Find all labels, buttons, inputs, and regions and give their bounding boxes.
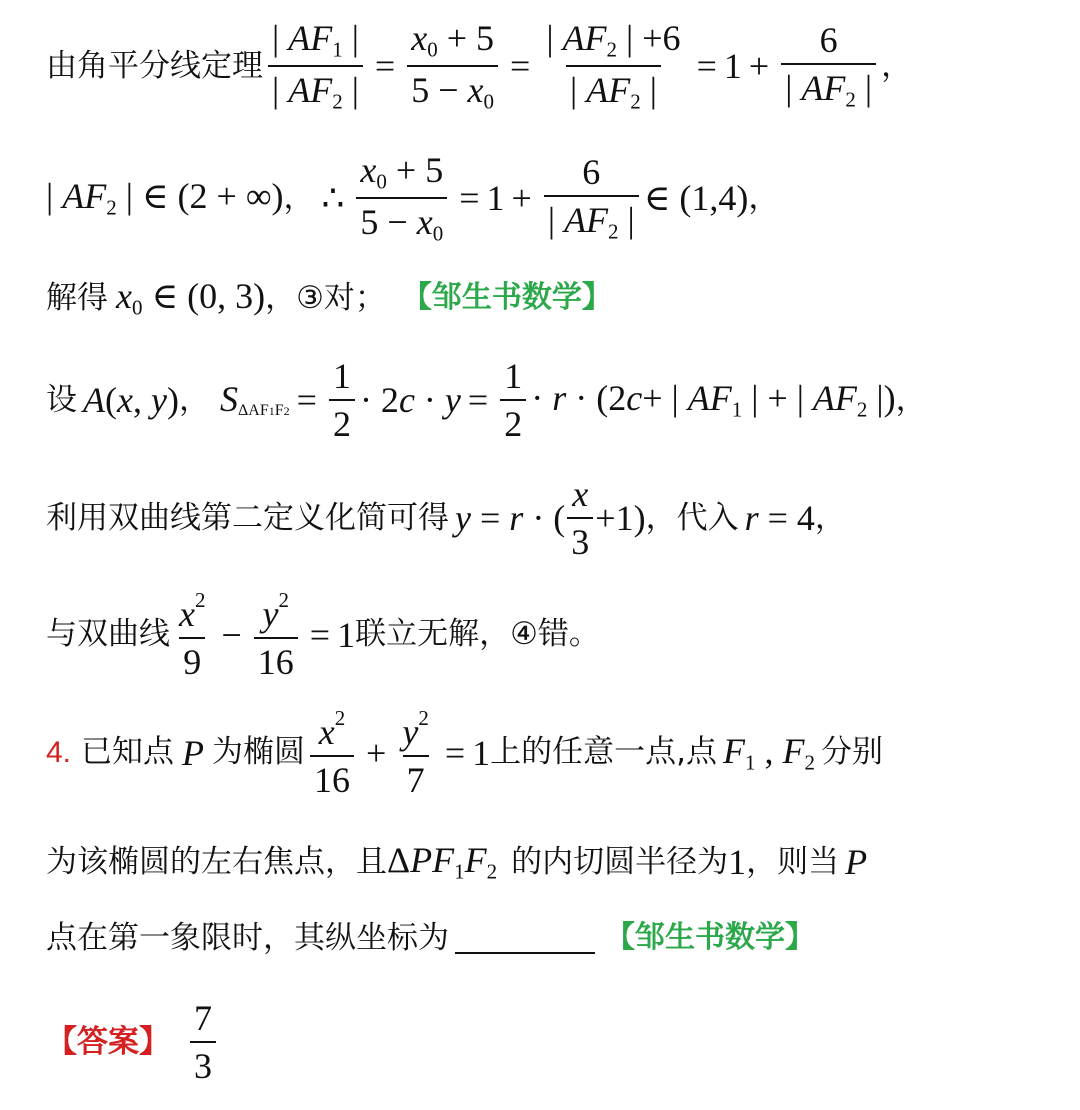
fraction: $\frac{6}{| AF_2 |}$ xyxy=(544,154,639,242)
line-angle-bisector: 由角平分线定理 $\frac{| AF_1 |}{| AF_2 |}$ = $\frac{x_0 + 5}{5 - x_0}$ = $\frac{| AF_2 | +6}{| AF_2 |}$ = 1 + $\frac{6}{| AF_2 |}$ ， xyxy=(46,18,913,114)
line-second-definition: 利用双曲线第二定义化简可得 y = r · ( $\frac{x}{3}$ +1) ，代入 r = 4 ， xyxy=(46,474,846,562)
question-4-line-1: 4. 已知点 P 为椭圆 $\frac{x^2}{16}$ + $\frac{y^2}{7}$ = 1 上的任意一点,点 $F_1$ , $F_2$ 分别 xyxy=(46,706,883,800)
brand-tag: 【邹生书数学】 xyxy=(401,280,612,316)
brand-tag: 【邹生书数学】 xyxy=(605,920,815,955)
fraction: $\frac{| AF_1 |}{| AF_2 |}$ xyxy=(268,20,363,113)
answer-blank xyxy=(455,922,595,954)
answer-value: $\frac{7}{3}$ xyxy=(190,1000,216,1084)
fraction: $\frac{| AF_2 | +6}{| AF_2 |}$ xyxy=(546,18,681,114)
line-range: | $AF_2$ | ∈ (2 + ∞) ， ∴ $\frac{x_0 + 5}{5 - x_0}$ = 1 + $\frac{6}{| AF_2 |}$ ∈ (1,4) ， xyxy=(46,150,780,246)
fraction: $\frac{x_0 + 5}{5 - x_0}$ xyxy=(356,152,447,245)
text: 由角平分线定理 xyxy=(46,47,263,84)
question-4-line-2: 为该椭圆的左右焦点，且 $\Delta PF_1F_2$ 的内切圆半径为 1 ，则当 P xyxy=(46,840,868,884)
question-number: 4. xyxy=(46,735,72,769)
line-hyperbola: 与双曲线 $\frac{x^2}{9}$ − $\frac{y^2}{16}$ = 1 联立无解，④错。 xyxy=(46,588,600,682)
answer-label: 【答案】 xyxy=(46,1023,170,1060)
line-area: 设 A(x, y) ， $S_{\Delta AF1F2}$ = $\frac{1}{2}$ · 2c · y = $\frac{1}{2}$ · r · (2c+ | $AF_1$ | + | $AF_2$ |) ， xyxy=(46,356,927,444)
fraction: $\frac{6}{| AF_2 |}$ xyxy=(781,22,876,110)
fraction: $\frac{x_0 + 5}{5 - x_0}$ xyxy=(407,20,498,113)
question-4-line-3: 点在第一象限时，其纵坐标为 【邹生书数学】 xyxy=(46,919,815,956)
answer-line xyxy=(46,1000,221,1084)
line-solve: 解得 $x_0$ ∈ (0, 3) ，③对； 【邹生书数学】 xyxy=(46,276,612,320)
